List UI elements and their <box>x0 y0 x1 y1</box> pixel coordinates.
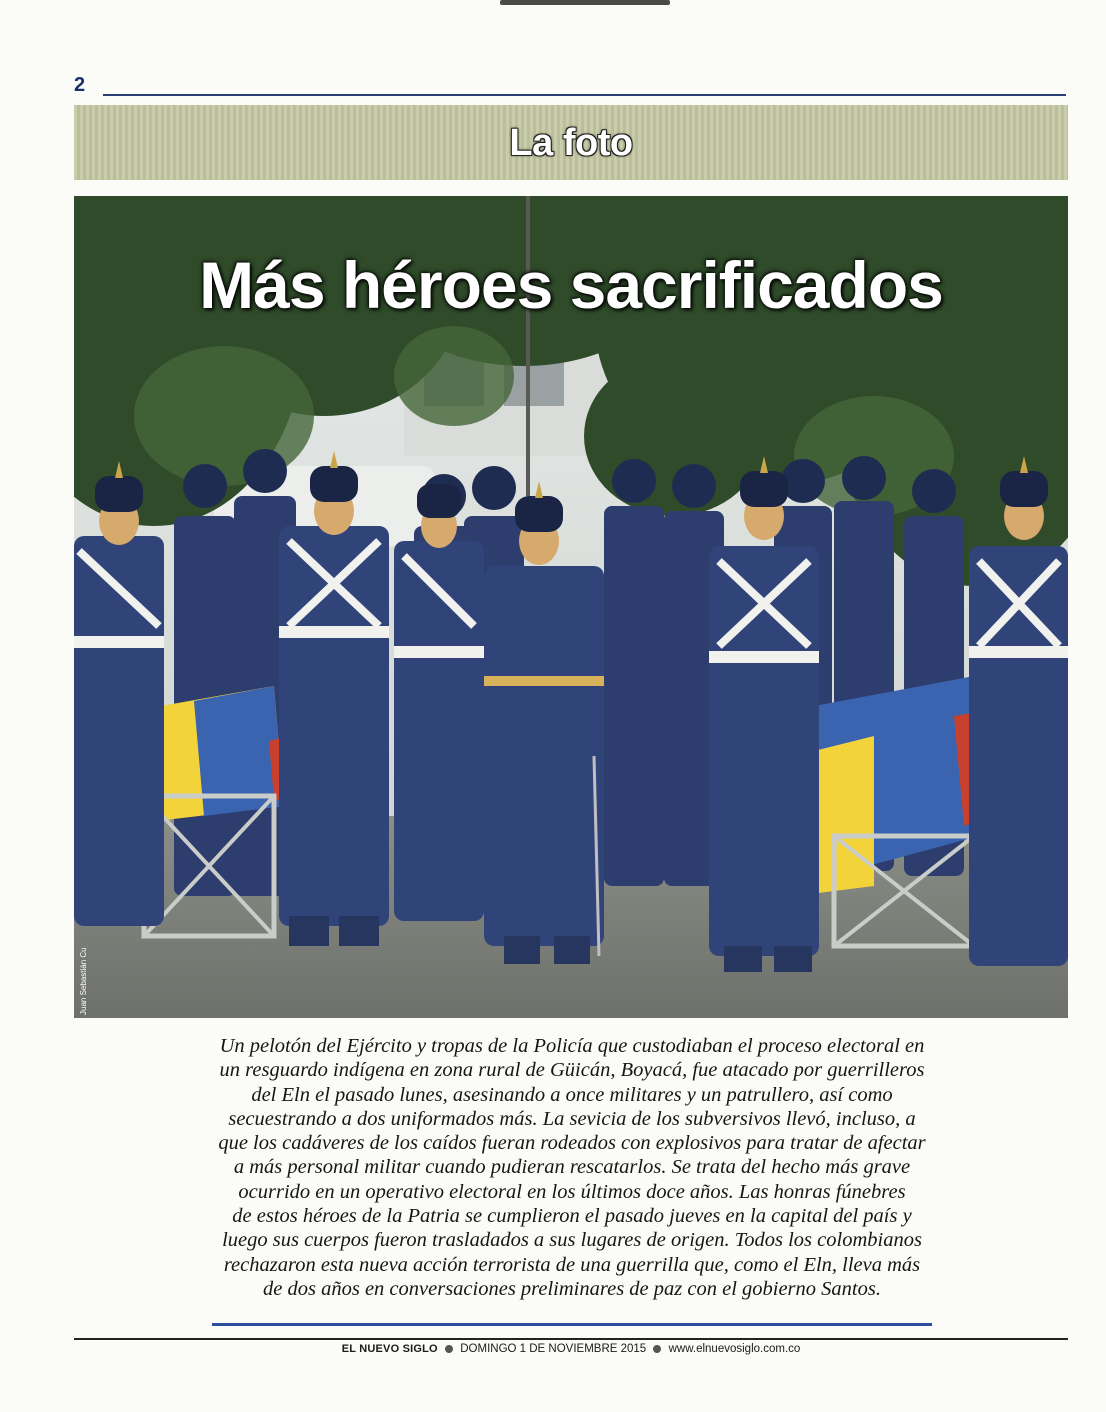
caption-line: que los cadáveres de los caídos fueran rodeados con explosivos para tratar de afectar <box>218 1132 926 1155</box>
bullet-icon <box>445 1345 453 1353</box>
edition-date: DOMINGO 1 DE NOVIEMBRE 2015 <box>460 1343 647 1355</box>
footer-rule <box>74 1338 1068 1340</box>
caption-line: rechazaron esta nueva acción terrorista de una guerrilla que, como el Eln, lleva más <box>223 1253 921 1276</box>
website-url: www.elnuevosiglo.com.co <box>668 1343 801 1355</box>
newspaper-brand: EL NUEVO SIGLO <box>341 1343 438 1355</box>
bullet-icon <box>653 1345 661 1353</box>
caption-line: de estos héroes de la Patria se cumplieron el pasado jueves en la capital del país y <box>232 1205 912 1228</box>
caption-line: a más personal militar cuando pudieran rescatarlos. Se trata del hecho más grave <box>233 1156 911 1179</box>
photo-caption <box>130 1034 1014 1301</box>
section-header <box>74 105 1068 180</box>
caption-line: Un pelotón del Ejército y tropas de la Policía que custodiaban el proceso electoral en <box>219 1035 925 1057</box>
caption-line: ocurrido en un operativo electoral en los últimos doce años. Las honras fúnebres <box>238 1180 906 1203</box>
caption-line: secuestrando a dos uniformados más. La sevicia de los subversivos llevó, incluso, a <box>228 1107 916 1130</box>
scan-artifact <box>500 0 670 5</box>
header-rule <box>103 94 1066 96</box>
photo-headline: Más héroes sacrificados <box>199 248 943 322</box>
caption-line: del Eln el pasado lunes, asesinando a once militares y un patrullero, así como <box>251 1083 893 1106</box>
section-title: La foto <box>509 122 633 164</box>
page-number: 2 <box>74 74 86 96</box>
photo-credit: Juan Sebastián Cu <box>79 947 88 1015</box>
caption-divider <box>212 1323 932 1326</box>
page-footer <box>74 1343 1068 1355</box>
caption-line: un resguardo indígena en zona rural de Güicán, Boyacá, fue atacado por guerrilleros <box>219 1059 925 1082</box>
caption-line: de dos años en conversaciones preliminares de paz con el gobierno Santos. <box>263 1277 881 1300</box>
caption-line: luego sus cuerpos fueron trasladados a sus lugares de origen. Todos los colombianos <box>222 1229 922 1252</box>
